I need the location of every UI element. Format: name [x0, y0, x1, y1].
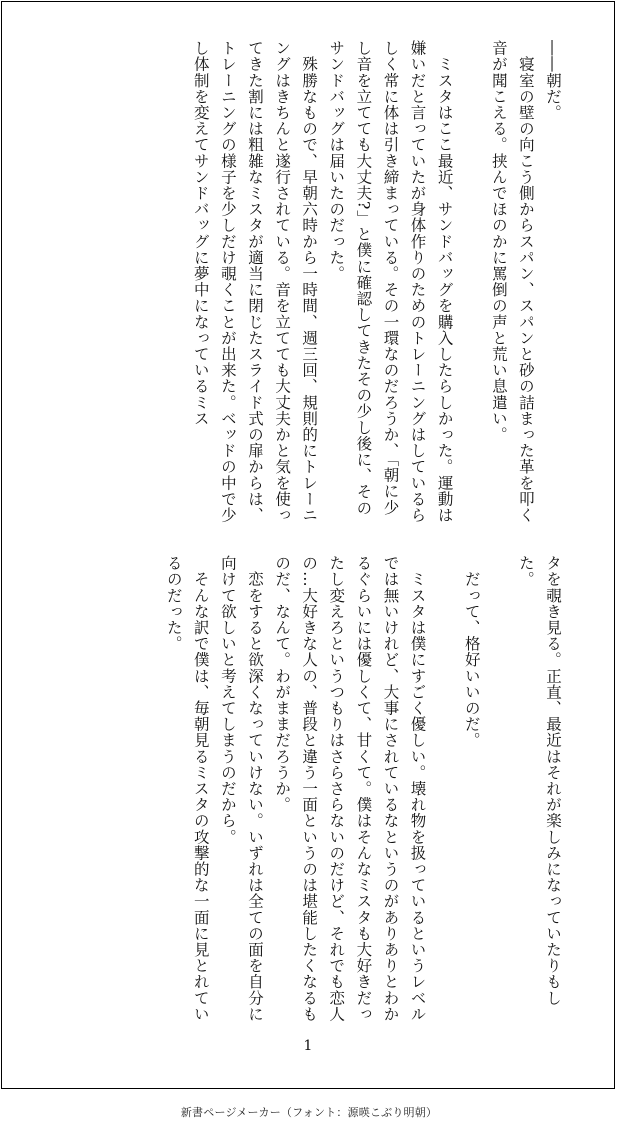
paragraph: ――朝だ。 — [544, 40, 562, 121]
page-number: 1 — [303, 1038, 313, 1054]
paragraph: 殊勝なもので、早朝六時から一時間、週三回、規則的にトレーニングはきちんと遂行されている。音を立てても大丈夫かと気を使ってきた割には粗雑なミスタが適当に閉じたスライド式の扉からは、トレーニングの様子を少しだけ覗くことが出来た。ベッドの中で少し体制を変えてサンドバッグに夢中になっているミス — [191, 40, 319, 523]
paragraph: タを覗き見る。正直、最近はそれが楽しみになっていたりもした。 — [516, 555, 562, 1006]
paragraph: ミスタは僕にすごく優しい。壊れ物を扱っているというレベルでは無いけれど、大事にされているなというのがありありとわかるぐらいには優しくて、甘くて。僕はそんなミスタも大好きだったし変えろというつもりはさらさらないのだけど、それでも恋人の…大好きな人の、普段と違う一面というのは堪能したくなるものだ、なんて。わがままだろうか。 — [273, 555, 427, 1022]
paragraph: 恋をすると欲深くなっていけない。いずれは全ての面を自分に向けて欲しいと考えてしまうのだから。 — [218, 555, 264, 1022]
text-column-bottom — [46, 555, 566, 1027]
paragraph: ミスタはここ最近、サンドバッグを購入したらしかった。運動は嫌いだと言っていたが身体作りのためのトレーニングはしているらしく常に体は引き締まっている。その一環なのだろうか、「朝に少し音を立てても大丈夫?」と僕に確認してきたその少し後に、そのサンドバッグは届いたのだった。 — [327, 40, 454, 523]
blank-line — [458, 40, 485, 525]
paragraph: 寝室の壁の向こう側からスパン、スパンと砂の詰まった革を叩く音が聞こえる。挟んでほのかに罵倒の声と荒い息遣い。 — [489, 40, 535, 523]
paragraph: だって、格好いいのだ。 — [462, 555, 481, 749]
text-column-top — [46, 40, 566, 525]
book-page — [1, 1, 615, 1089]
blank-line — [431, 555, 458, 1027]
footer-credit: 新書ページメーカー（フォント：源暎こぶり明朝） — [180, 1106, 438, 1119]
paragraph: そんな訳で僕は、毎朝見るミスタの攻撃的な一面に見とれているのだった。 — [164, 555, 210, 1022]
blank-line — [485, 555, 512, 1027]
